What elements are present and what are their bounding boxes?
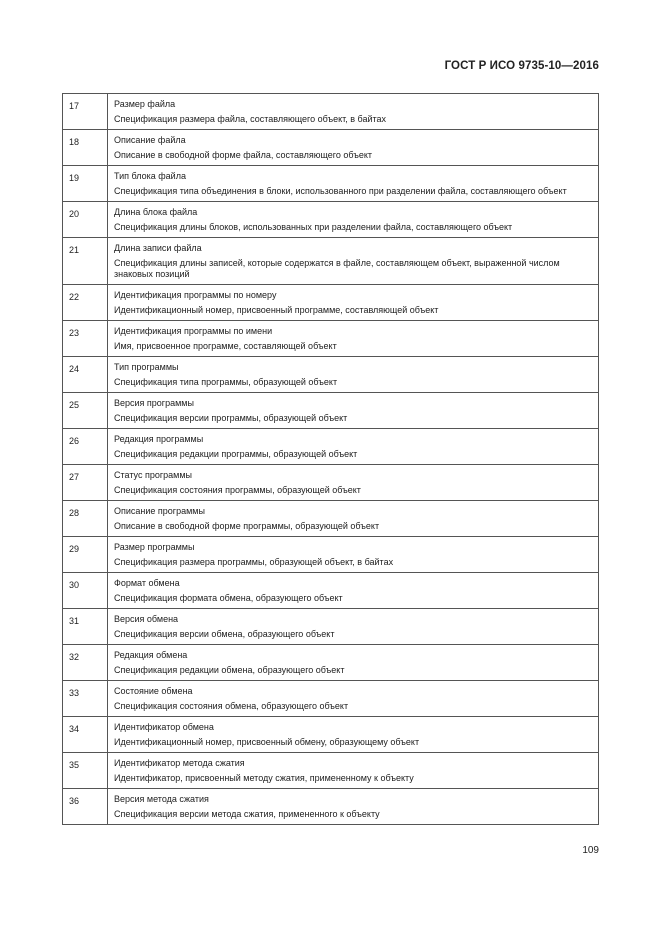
row-description bbox=[108, 789, 599, 825]
row-description bbox=[108, 753, 599, 789]
row-detail: Спецификация размера файла, составляющего объект, в байтах bbox=[114, 114, 387, 124]
table-row bbox=[63, 789, 599, 825]
row-title: Идентификация программы по номеру bbox=[114, 290, 277, 300]
table-row bbox=[63, 166, 599, 202]
document-header: ГОСТ Р ИСО 9735-10—2016 bbox=[444, 60, 599, 72]
table-row bbox=[63, 717, 599, 753]
row-description bbox=[108, 321, 599, 357]
row-description bbox=[108, 573, 599, 609]
row-title: Описание файла bbox=[114, 135, 186, 145]
row-title: Тип блока файла bbox=[114, 171, 186, 181]
row-number: 25 bbox=[63, 393, 108, 429]
row-description bbox=[108, 645, 599, 681]
row-title: Идентификация программы по имени bbox=[114, 326, 273, 336]
row-detail: Спецификация состояния обмена, образующего объект bbox=[114, 701, 349, 711]
row-title: Формат обмена bbox=[114, 578, 180, 588]
table-row bbox=[63, 753, 599, 789]
table-row bbox=[63, 681, 599, 717]
table-row bbox=[63, 645, 599, 681]
row-detail: Спецификация типа объединения в блоки, использованного при разделении файла, составляющего объект bbox=[114, 186, 567, 196]
row-detail: Спецификация типа программы, образующей объект bbox=[114, 377, 338, 387]
row-detail: Спецификация формата обмена, образующего объект bbox=[114, 593, 343, 603]
row-title: Длина записи файла bbox=[114, 243, 202, 253]
row-title: Тип программы bbox=[114, 362, 179, 372]
row-description bbox=[108, 130, 599, 166]
row-number: 18 bbox=[63, 130, 108, 166]
row-title: Состояние обмена bbox=[114, 686, 193, 696]
row-detail: Спецификация длины блоков, использованных при разделении файла, составляющего объект bbox=[114, 222, 513, 232]
row-title: Идентификатор метода сжатия bbox=[114, 758, 245, 768]
row-number: 29 bbox=[63, 537, 108, 573]
row-title: Версия обмена bbox=[114, 614, 179, 624]
row-number: 34 bbox=[63, 717, 108, 753]
row-number: 21 bbox=[63, 238, 108, 285]
row-number: 22 bbox=[63, 285, 108, 321]
row-description bbox=[108, 717, 599, 753]
row-title: Версия метода сжатия bbox=[114, 794, 209, 804]
row-number: 17 bbox=[63, 94, 108, 130]
table-row bbox=[63, 321, 599, 357]
row-title: Версия программы bbox=[114, 398, 194, 408]
row-number: 19 bbox=[63, 166, 108, 202]
row-number: 24 bbox=[63, 357, 108, 393]
row-detail: Спецификация редакции обмена, образующего объект bbox=[114, 665, 345, 675]
table-row bbox=[63, 94, 599, 130]
table-row bbox=[63, 393, 599, 429]
row-number: 20 bbox=[63, 202, 108, 238]
page-number: 109 bbox=[582, 845, 599, 856]
row-description bbox=[108, 429, 599, 465]
row-title: Редакция обмена bbox=[114, 650, 188, 660]
row-detail: Описание в свободной форме файла, составляющего объект bbox=[114, 150, 373, 160]
row-description bbox=[108, 238, 599, 285]
row-detail: Спецификация длины записей, которые содержатся в файле, составляющем объект, выраженной числом знаковых позиций bbox=[114, 258, 560, 279]
row-number: 35 bbox=[63, 753, 108, 789]
row-detail: Спецификация состояния программы, образующей объект bbox=[114, 485, 361, 495]
row-description bbox=[108, 393, 599, 429]
table-row bbox=[63, 285, 599, 321]
row-title: Редакция программы bbox=[114, 434, 204, 444]
row-detail: Описание в свободной форме программы, образующей объект bbox=[114, 521, 380, 531]
row-detail: Спецификация версии метода сжатия, примененного к объекту bbox=[114, 809, 380, 819]
row-title: Описание программы bbox=[114, 506, 205, 516]
table-row bbox=[63, 537, 599, 573]
row-detail: Спецификация версии программы, образующей объект bbox=[114, 413, 348, 423]
row-description bbox=[108, 537, 599, 573]
table-row bbox=[63, 357, 599, 393]
table-row bbox=[63, 202, 599, 238]
row-detail: Спецификация размера программы, образующей объект, в байтах bbox=[114, 557, 394, 567]
row-description bbox=[108, 166, 599, 202]
row-description bbox=[108, 465, 599, 501]
row-description bbox=[108, 202, 599, 238]
row-title: Длина блока файла bbox=[114, 207, 198, 217]
row-number: 32 bbox=[63, 645, 108, 681]
specification-table bbox=[62, 93, 599, 825]
row-detail: Идентификационный номер, присвоенный программе, составляющей объект bbox=[114, 305, 439, 315]
row-number: 27 bbox=[63, 465, 108, 501]
row-detail: Идентификационный номер, присвоенный обмену, образующему объект bbox=[114, 737, 420, 747]
table-row bbox=[63, 609, 599, 645]
row-description bbox=[108, 609, 599, 645]
row-number: 33 bbox=[63, 681, 108, 717]
row-number: 31 bbox=[63, 609, 108, 645]
row-title: Идентификатор обмена bbox=[114, 722, 214, 732]
row-number: 26 bbox=[63, 429, 108, 465]
row-detail: Спецификация версии обмена, образующего объект bbox=[114, 629, 335, 639]
row-description bbox=[108, 285, 599, 321]
row-detail: Имя, присвоенное программе, составляющей объект bbox=[114, 341, 337, 351]
row-title: Размер программы bbox=[114, 542, 195, 552]
table-row bbox=[63, 429, 599, 465]
row-number: 30 bbox=[63, 573, 108, 609]
table-row bbox=[63, 465, 599, 501]
table-row bbox=[63, 573, 599, 609]
row-number: 36 bbox=[63, 789, 108, 825]
row-title: Размер файла bbox=[114, 99, 176, 109]
row-number: 23 bbox=[63, 321, 108, 357]
row-number: 28 bbox=[63, 501, 108, 537]
row-description bbox=[108, 501, 599, 537]
row-detail: Идентификатор, присвоенный методу сжатия, примененному к объекту bbox=[114, 773, 414, 783]
row-description bbox=[108, 681, 599, 717]
table-row bbox=[63, 130, 599, 166]
row-title: Статус программы bbox=[114, 470, 192, 480]
table-row bbox=[63, 501, 599, 537]
row-detail: Спецификация редакции программы, образующей объект bbox=[114, 449, 358, 459]
row-description bbox=[108, 357, 599, 393]
row-description bbox=[108, 94, 599, 130]
table-row bbox=[63, 238, 599, 285]
